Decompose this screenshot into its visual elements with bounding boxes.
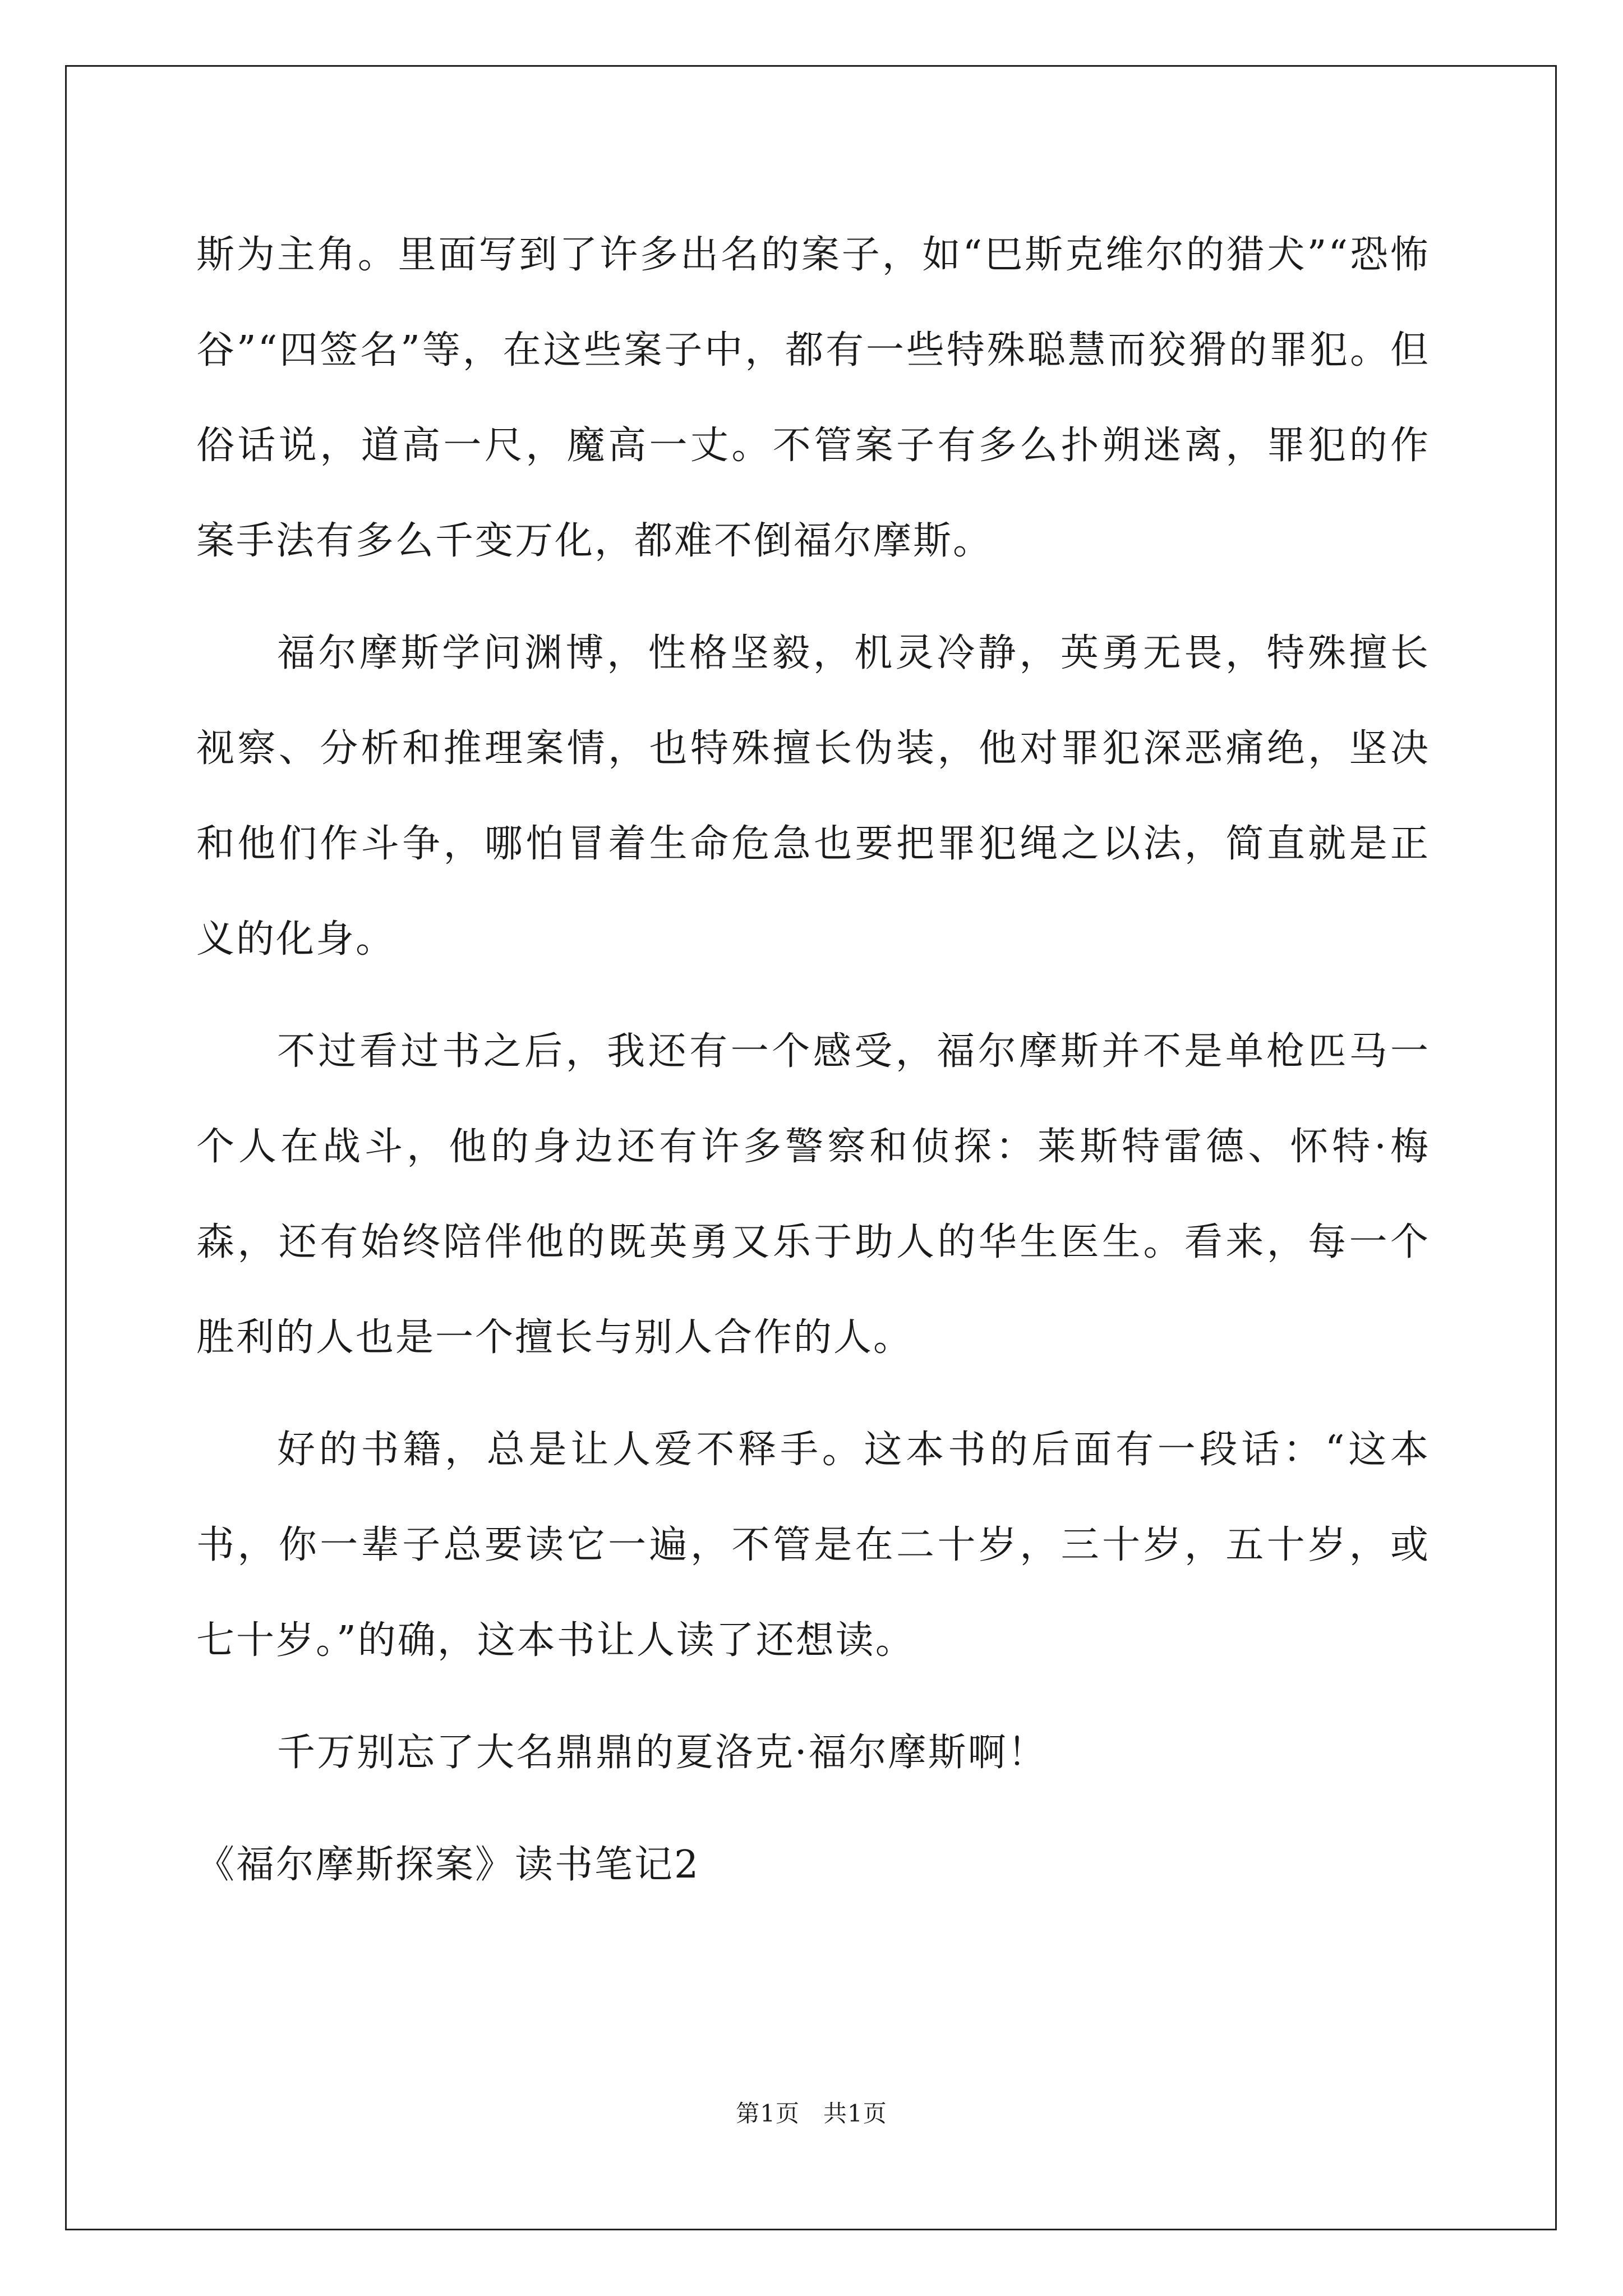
page-total: 共1页 bbox=[823, 2100, 887, 2127]
paragraph-1: 斯为主角。里面写到了许多出名的案子，如“巴斯克维尔的猎犬”“恐怖谷”“四签名”等，在这些案子中，都有一些特殊聪慧而狡猾的罪犯。但俗话说，道高一尺，魔高一丈。不管案子有多么扑朔迷离，罪犯的作案手法有多么千变万化，都难不倒福尔摩斯。 bbox=[196, 233, 1430, 563]
page-footer bbox=[0, 2095, 1623, 2129]
page-number: 第1页 bbox=[736, 2100, 800, 2127]
paragraph-5: 千万别忘了大名鼎鼎的夏洛克·福尔摩斯啊！ bbox=[277, 1731, 1048, 1775]
document-body bbox=[196, 208, 1430, 1913]
section-heading: 《福尔摩斯探案》读书笔记2 bbox=[196, 1843, 700, 1887]
paragraph-3: 不过看过书之后，我还有一个感受，福尔摩斯并不是单枪匹马一个人在战斗，他的身边还有许多警察和侦探：莱斯特雷德、怀特·梅森，还有始终陪伴他的既英勇又乐于助人的华生医生。看来，每一个胜利的人也是一个擅长与别人合作的人。 bbox=[196, 1029, 1430, 1360]
paragraph-2: 福尔摩斯学问渊博，性格坚毅，机灵冷静，英勇无畏，特殊擅长视察、分析和推理案情，也特殊擅长伪装，他对罪犯深恶痛绝，坚决和他们作斗争，哪怕冒着生命危急也要把罪犯绳之以法，简直就是正义的化身。 bbox=[196, 631, 1430, 961]
paragraph-4: 好的书籍，总是让人爱不释手。这本书的后面有一段话：“这本书，你一辈子总要读它一遍，不管是在二十岁，三十岁，五十岁，或七十岁。”的确，这本书让人读了还想读。 bbox=[196, 1428, 1430, 1663]
